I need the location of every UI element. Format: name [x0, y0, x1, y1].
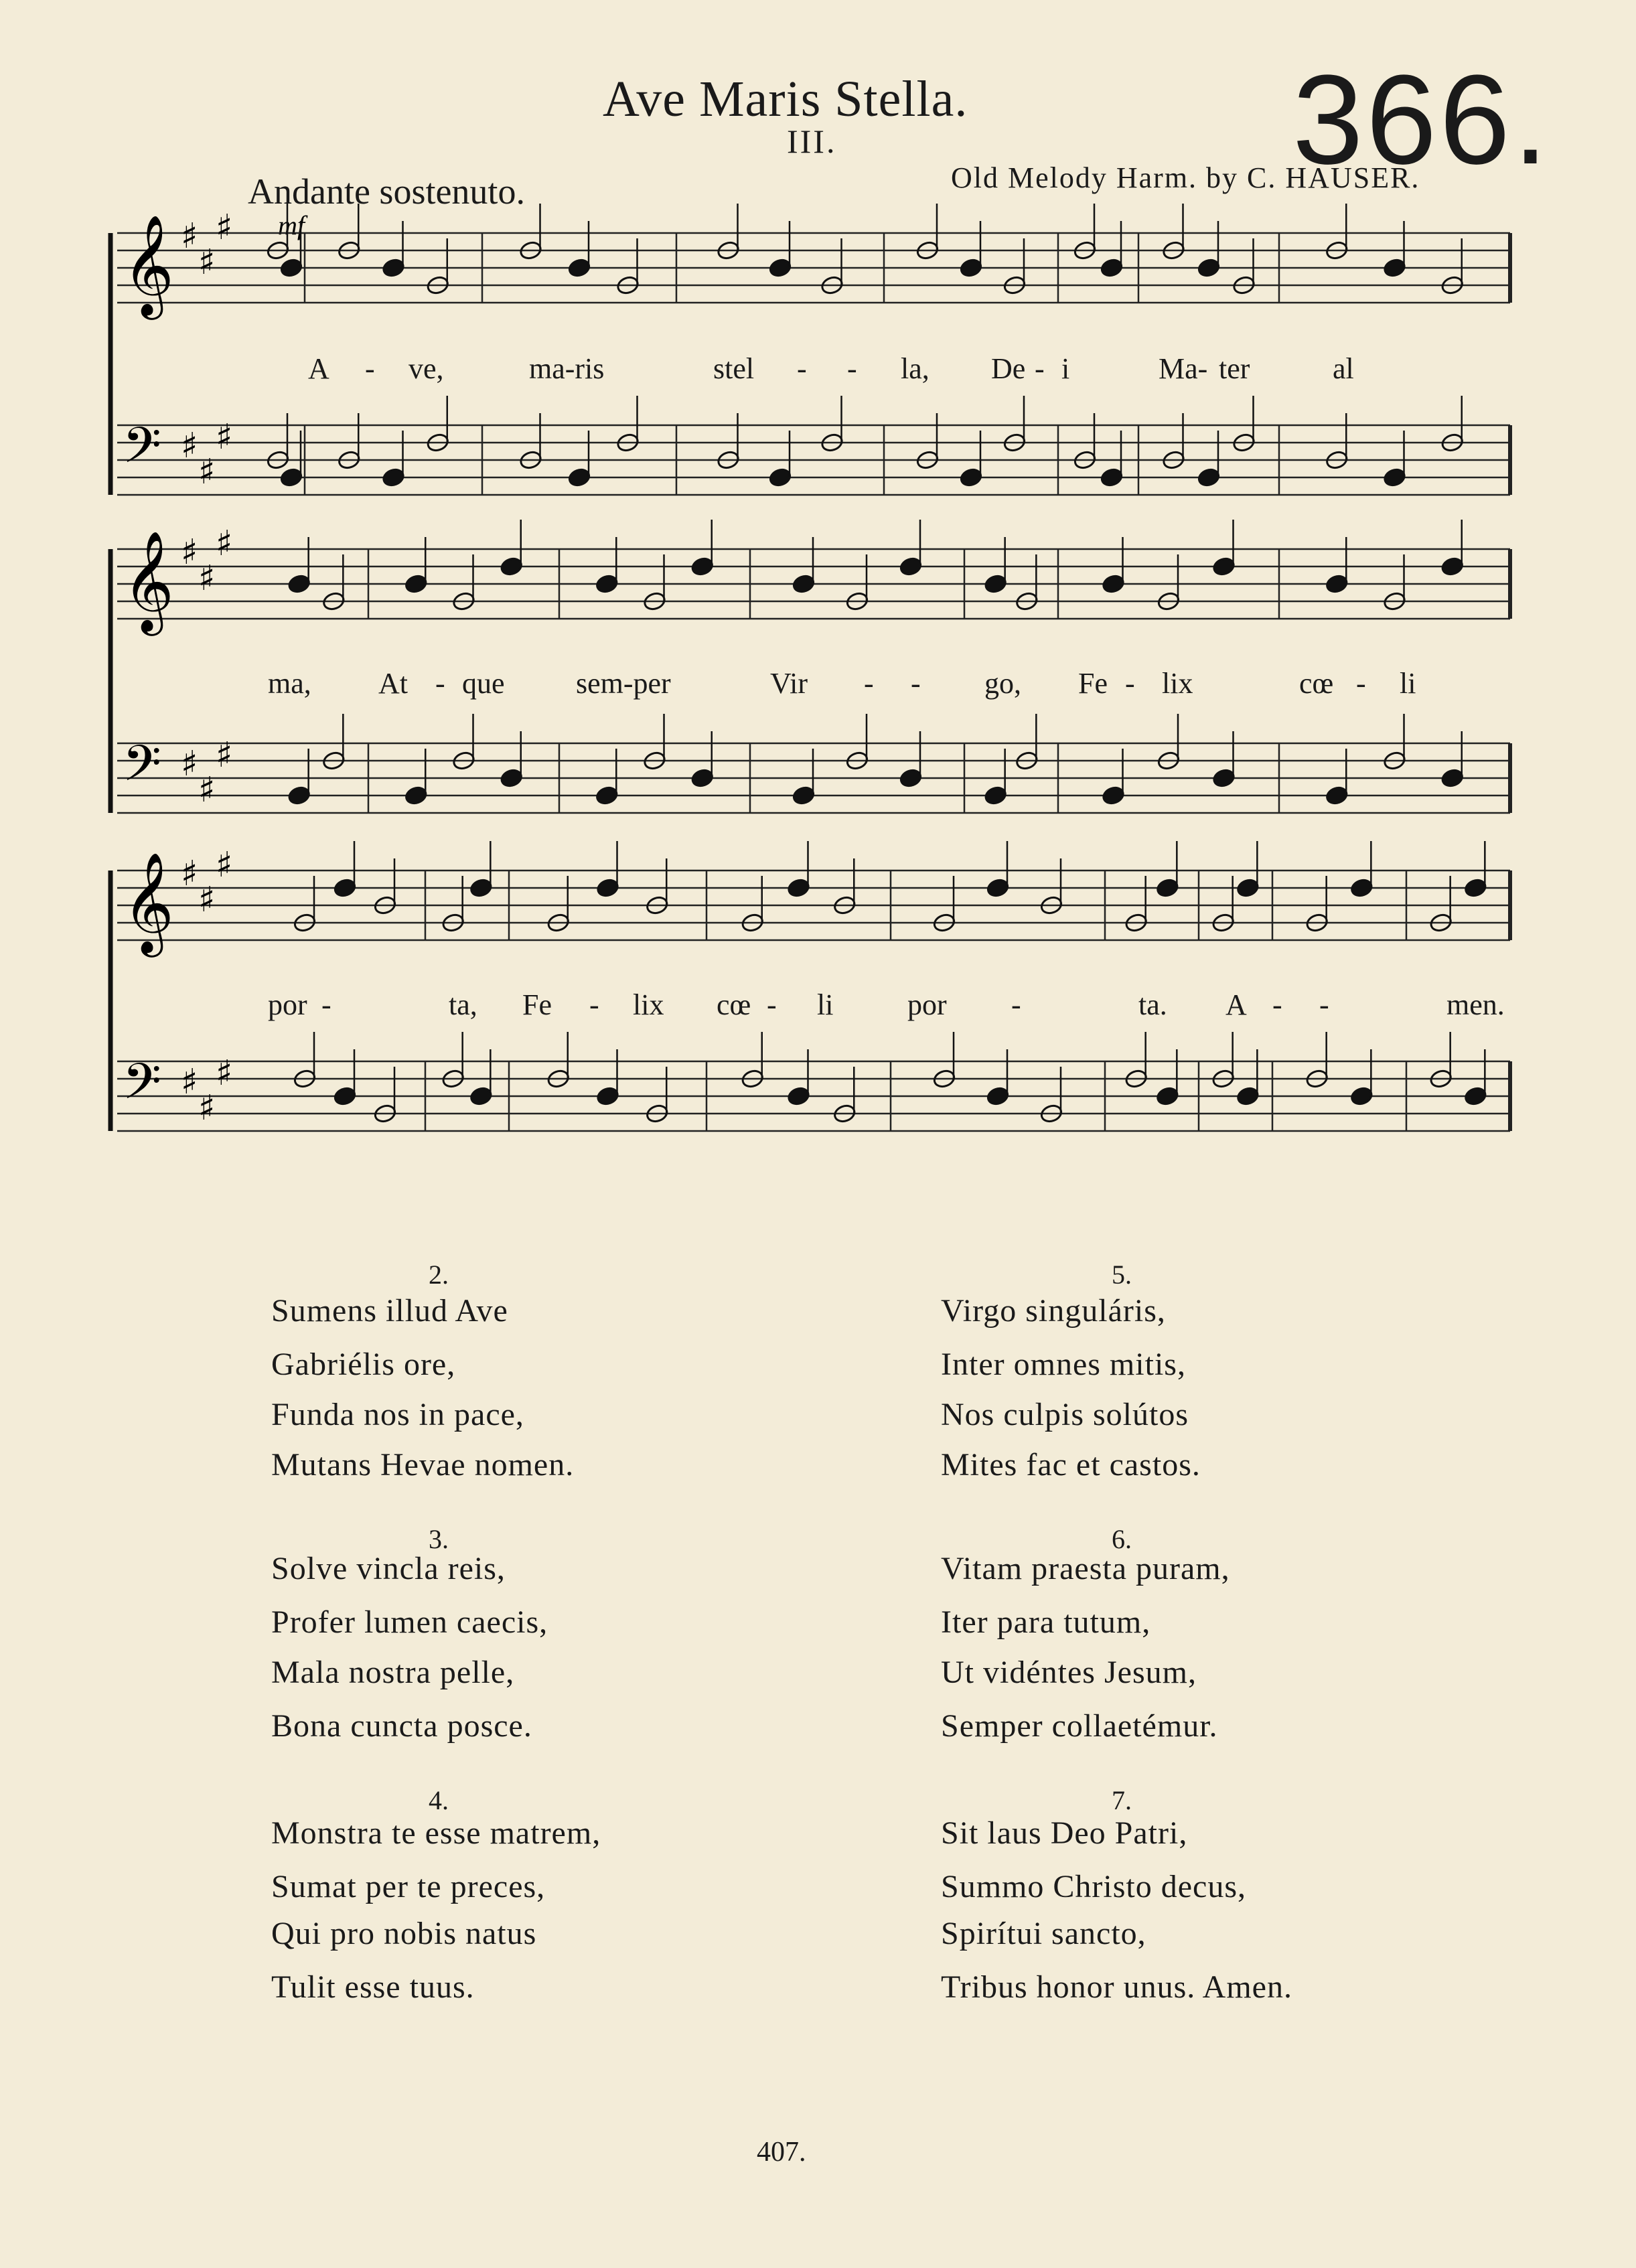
sharp-icon: ♯ [181, 426, 198, 466]
lyric-syllable: que [462, 667, 505, 700]
lyric-syllable: - [911, 667, 921, 700]
sharp-icon: ♯ [198, 880, 216, 920]
note-head [595, 785, 619, 806]
sharp-icon: ♯ [216, 524, 233, 564]
sharp-icon: ♯ [216, 417, 233, 457]
lyric-syllable: - [797, 352, 807, 385]
note-head [1197, 467, 1221, 488]
verse-number: 2. [429, 1260, 449, 1290]
treble-clef-icon: 𝄞 [123, 530, 174, 631]
note-head [1440, 556, 1465, 577]
note-head [333, 878, 357, 899]
sharp-icon: ♯ [198, 1088, 216, 1128]
note-head [1463, 1086, 1487, 1107]
lyric-syllable: - [1272, 988, 1282, 1021]
verse-line: Tulit esse tuus. [271, 1969, 475, 2005]
lyric-syllable: Ma- [1159, 352, 1208, 385]
hymn-subtitle: III. [787, 123, 837, 160]
note-head [404, 785, 428, 806]
lyric-syllable: lix [633, 988, 664, 1021]
lyric-syllable: ta, [449, 988, 477, 1021]
tempo-marking: Andante sostenuto. [248, 171, 525, 212]
verse-line: Spirítui sancto, [941, 1916, 1146, 1951]
lyric-syllable: - [1125, 667, 1135, 700]
note-head [787, 1086, 811, 1107]
note-head [984, 574, 1008, 595]
sharp-icon: ♯ [181, 854, 198, 894]
lyric-syllable: A [1225, 988, 1247, 1021]
verse-line: Tribus honor unus. Amen. [941, 1969, 1292, 2005]
note-head [1440, 768, 1465, 789]
verse-line: Qui pro nobis natus [271, 1916, 537, 1951]
verse-number: 5. [1112, 1260, 1132, 1290]
lyric-syllable: ma, [268, 667, 311, 700]
note-head [899, 768, 923, 789]
lyric-syllable: men. [1446, 988, 1505, 1021]
lyric-syllable: - [1035, 352, 1045, 385]
note-head [768, 467, 792, 488]
note-head [1102, 785, 1126, 806]
note-head [1325, 574, 1349, 595]
verse-line: Sit laus Deo Patri, [941, 1815, 1188, 1851]
lyric-syllable: ter [1219, 352, 1250, 385]
lyric-syllable: - [1319, 988, 1329, 1021]
sharp-icon: ♯ [216, 208, 233, 248]
bass-clef-icon: 𝄢 [123, 735, 161, 805]
lyric-syllable: li [817, 988, 834, 1021]
note-head [1212, 556, 1236, 577]
note-head [1155, 878, 1179, 899]
sharp-icon: ♯ [216, 735, 233, 775]
lyric-syllable: A [308, 352, 329, 385]
verse-line: Funda nos in pace, [271, 1397, 524, 1432]
note-head [596, 1086, 620, 1107]
lyric-syllable: cœ [1299, 667, 1334, 700]
verse-line: Nos culpis solútos [941, 1397, 1189, 1432]
verse-line: Gabriélis ore, [271, 1347, 456, 1382]
note-head [1236, 1086, 1260, 1107]
sharp-icon: ♯ [198, 558, 216, 599]
sharp-icon: ♯ [216, 1053, 233, 1093]
verse-line: Ut vidéntes Jesum, [941, 1655, 1197, 1690]
lyric-syllable: Fe [522, 988, 552, 1021]
note-head [1100, 258, 1124, 279]
lyric-syllable: - [847, 352, 857, 385]
verse-number: 4. [429, 1785, 449, 1815]
lyric-syllable: At [378, 667, 408, 700]
lyric-syllable: sem-per [576, 667, 671, 700]
verse-line: Bona cuncta posce. [271, 1708, 532, 1744]
note-head [899, 556, 923, 577]
treble-clef-icon: 𝄞 [123, 851, 174, 953]
page-number: 407. [757, 2137, 806, 2168]
note-head [984, 785, 1008, 806]
verse-line: Iter para tutum, [941, 1604, 1151, 1640]
note-head [469, 878, 493, 899]
note-head [382, 467, 406, 488]
lyric-syllable: li [1400, 667, 1416, 700]
note-head [596, 878, 620, 899]
verse-line: Summo Christo decus, [941, 1869, 1247, 1904]
note-head [567, 467, 591, 488]
lyric-syllable: ve, [408, 352, 444, 385]
lyric-syllable: cœ [717, 988, 751, 1021]
verse-line: Vitam praesta puram, [941, 1551, 1230, 1586]
lyric-syllable: por [907, 988, 947, 1021]
note-head [333, 1086, 357, 1107]
note-head [1212, 768, 1236, 789]
lyric-syllable: por [268, 988, 307, 1021]
verse-line: Mutans Hevae nomen. [271, 1447, 575, 1483]
verse-line: Sumat per te preces, [271, 1869, 546, 1904]
note-head [500, 768, 524, 789]
verse-number: 3. [429, 1524, 449, 1554]
note-head [1383, 258, 1407, 279]
verse-line: Solve vincla reis, [271, 1551, 506, 1586]
note-head [382, 258, 406, 279]
lyric-syllable: Fe [1078, 667, 1108, 700]
note-head [1349, 878, 1373, 899]
dynamic-marking: mf [278, 210, 305, 240]
note-head [986, 1086, 1010, 1107]
note-head [959, 258, 983, 279]
note-head [1349, 1086, 1373, 1107]
note-head [1197, 258, 1221, 279]
lyric-syllable: go, [984, 667, 1021, 700]
sharp-icon: ♯ [198, 452, 216, 492]
note-head [792, 785, 816, 806]
sharp-icon: ♯ [181, 216, 198, 256]
sharp-icon: ♯ [198, 242, 216, 283]
note-head [287, 574, 311, 595]
lyric-syllable: De [991, 352, 1026, 385]
hymn-number: 366. [1292, 49, 1551, 191]
lyric-syllable: i [1061, 352, 1070, 385]
note-head [279, 467, 303, 488]
lyric-syllable: ma-ris [529, 352, 605, 385]
sharp-icon: ♯ [216, 845, 233, 885]
hymn-title: Ave Maris Stella. [603, 71, 968, 127]
sharp-icon: ♯ [181, 532, 198, 573]
note-head [690, 556, 715, 577]
lyric-syllable: - [864, 667, 874, 700]
lyric-syllable: - [1356, 667, 1366, 700]
note-head [768, 258, 792, 279]
note-head [1155, 1086, 1179, 1107]
verse-line: Inter omnes mitis, [941, 1347, 1186, 1382]
note-head [595, 574, 619, 595]
lyric-syllable: - [435, 667, 445, 700]
note-head [279, 258, 303, 279]
lyric-syllable: la, [901, 352, 929, 385]
note-head [1236, 878, 1260, 899]
note-head [690, 768, 715, 789]
verse-line: Profer lumen caecis, [271, 1604, 548, 1640]
lyric-syllable: - [321, 988, 331, 1021]
note-head [1325, 785, 1349, 806]
sharp-icon: ♯ [198, 770, 216, 810]
note-head [567, 258, 591, 279]
verse-line: Mala nostra pelle, [271, 1655, 515, 1690]
note-head [500, 556, 524, 577]
lyric-syllable: - [767, 988, 777, 1021]
lyric-syllable: - [365, 352, 375, 385]
verse-line: Virgo singuláris, [941, 1293, 1166, 1329]
note-head [1383, 467, 1407, 488]
note-head [986, 878, 1010, 899]
note-head [404, 574, 428, 595]
lyric-syllable: Vir [770, 667, 808, 700]
note-head [1100, 467, 1124, 488]
verse-line: Semper collaetémur. [941, 1708, 1218, 1744]
sharp-icon: ♯ [181, 1062, 198, 1102]
bass-clef-icon: 𝄢 [123, 1053, 161, 1123]
lyric-syllable: - [1011, 988, 1021, 1021]
verse-line: Mites fac et castos. [941, 1447, 1201, 1483]
note-head [787, 878, 811, 899]
sharp-icon: ♯ [181, 744, 198, 784]
lyric-syllable: ta. [1138, 988, 1167, 1021]
note-head [792, 574, 816, 595]
verse-line: Monstra te esse matrem, [271, 1815, 601, 1851]
note-head [959, 467, 983, 488]
note-head [287, 785, 311, 806]
note-head [1463, 878, 1487, 899]
note-head [1102, 574, 1126, 595]
lyric-syllable: al [1333, 352, 1354, 385]
note-head [469, 1086, 493, 1107]
verse-number: 6. [1112, 1524, 1132, 1554]
composer-credit: Old Melody Harm. by C. HAUSER. [951, 161, 1420, 194]
treble-clef-icon: 𝄞 [123, 214, 174, 315]
lyric-syllable: - [589, 988, 599, 1021]
verse-line: Sumens illud Ave [271, 1293, 508, 1329]
verse-number: 7. [1112, 1785, 1132, 1815]
lyric-syllable: lix [1162, 667, 1193, 700]
lyric-syllable: stel [713, 352, 755, 385]
bass-clef-icon: 𝄢 [123, 417, 161, 487]
